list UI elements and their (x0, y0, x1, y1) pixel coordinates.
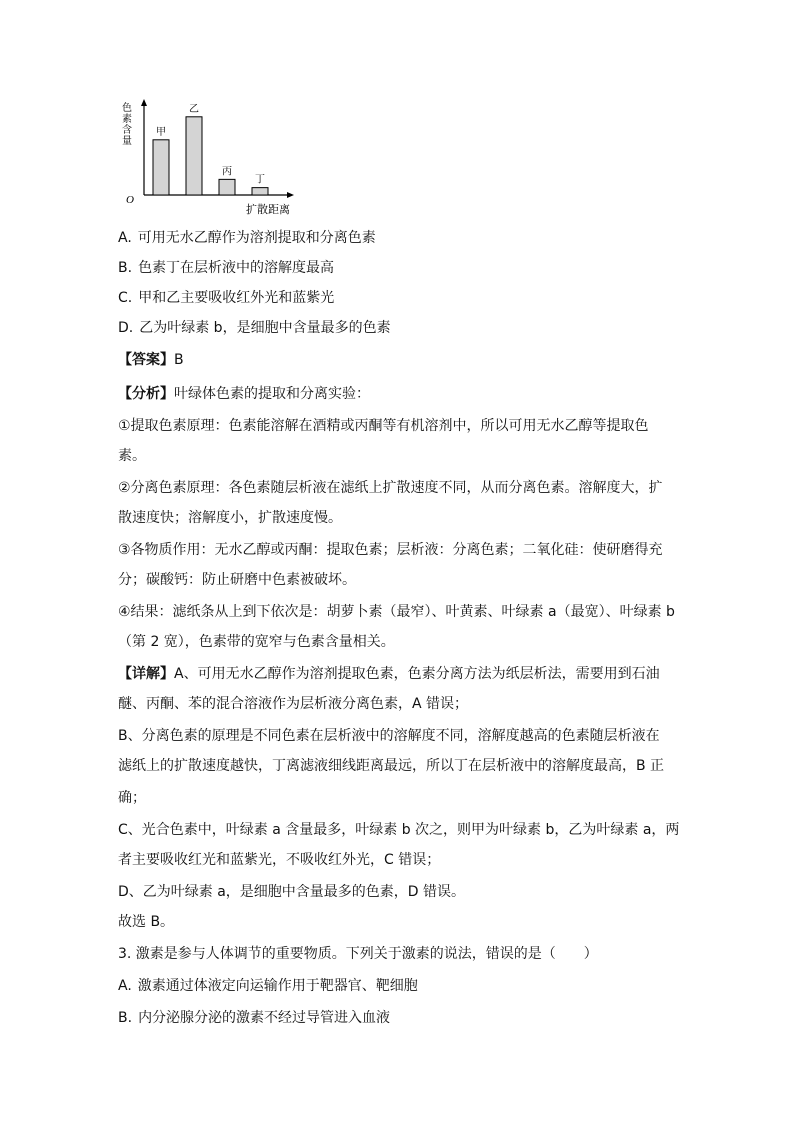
bar-2 (186, 117, 202, 195)
bars-group (153, 103, 268, 195)
detail-line: 故选 B。 (118, 914, 175, 930)
bar-1 (153, 140, 169, 195)
bar-label: 丁 (255, 174, 265, 186)
detail-line: 滤纸上的扩散速度越快，丁离滤液细线距离最远，所以丁在层析液中的溶解度最高，B 正 (118, 758, 665, 774)
analysis-line (118, 384, 370, 404)
option-text: 甲和乙主要吸收红外光和蓝紫光 (138, 290, 335, 306)
bar-label: 甲 (156, 126, 166, 138)
analysis-line: ④结果：滤纸条从上到下依次是：胡萝卜素（最窄）、叶黄素、叶绿素 a（最宽）、叶绿素 b (118, 604, 675, 620)
option-b (118, 258, 334, 278)
detail-line: C、光合色素中，叶绿素 a 含量最多，叶绿素 b 次之，则甲为叶绿素 b，乙为叶绿素 a，两 (118, 822, 680, 838)
y-axis-label (122, 101, 132, 147)
answer-label: 【答案】 (118, 352, 174, 368)
option-text: 内分泌腺分泌的激素不经过导管进入血液 (138, 1010, 391, 1026)
x-axis-label: 扩散距离 (246, 203, 290, 216)
option-text: 激素通过体液定向运输作用于靶器官、靶细胞 (137, 978, 418, 994)
analysis-line: 散速度快；溶解度小，扩散速度慢。 (118, 510, 342, 526)
analysis-label: 【分析】 (118, 386, 174, 402)
option-c (118, 288, 334, 308)
option-letter: C. (118, 290, 133, 306)
question-3-option-b (118, 1008, 390, 1028)
detail-line: D、乙为叶绿素 a，是细胞中含量最多的色素，D 错误。 (118, 884, 466, 900)
y-axis-label-char: 素 (122, 114, 132, 125)
question-3-stem: 3. 激素是参与人体调节的重要物质。下列关于激素的说法，错误的是（ ） (118, 946, 598, 962)
bar-4 (252, 188, 268, 195)
answer-line (118, 350, 184, 370)
analysis-line: 分；碳酸钙：防止研磨中色素被破坏。 (118, 572, 356, 588)
y-axis-arrow (141, 99, 147, 106)
detail-line: B、分离色素的原理是不同色素在层析液中的溶解度不同，溶解度越高的色素随层析液在 (118, 728, 660, 744)
option-letter: D. (118, 320, 134, 336)
analysis-line: ①提取色素原理：色素能溶解在酒精或丙酮等有机溶剂中，所以可用无水乙醇等提取色 (118, 418, 649, 434)
detail-label: 【详解】 (118, 666, 174, 682)
detail-line: 确； (118, 790, 146, 806)
question-3-option-a (118, 976, 418, 996)
detail-line (118, 664, 660, 684)
option-letter: A. (118, 230, 132, 246)
option-a (118, 228, 376, 248)
option-letter: A. (118, 978, 132, 994)
option-text: 乙为叶绿素 b，是细胞中含量最多的色素 (139, 320, 391, 336)
y-axis-label-char: 量 (122, 136, 132, 147)
analysis-line: （第 2 宽），色素带的宽窄与色素含量相关。 (118, 634, 395, 650)
bar-label: 乙 (189, 103, 199, 115)
option-letter: B. (118, 1010, 133, 1026)
origin-label: O (126, 194, 134, 206)
x-axis-arrow (287, 192, 294, 198)
bar-3 (219, 179, 235, 195)
detail-text: A、可用无水乙醇作为溶剂提取色素，色素分离方法为纸层析法，需要用到石油 (174, 666, 660, 682)
pigment-bar-figure (110, 95, 310, 220)
option-letter: B. (118, 260, 133, 276)
analysis-line: ③各物质作用：无水乙醇或丙酮：提取色素；层析液：分离色素；二氧化硅：使研磨得充 (118, 542, 663, 558)
detail-line: 者主要吸收红光和蓝紫光，不吸收红外光，C 错误； (118, 852, 441, 868)
bar-label: 丙 (222, 166, 232, 178)
option-text: 色素丁在层析液中的溶解度最高 (138, 260, 335, 276)
option-d (118, 318, 391, 338)
detail-line: 醚、丙酮、苯的混合溶液作为层析液分离色素，A 错误； (118, 696, 469, 712)
y-axis-label-char: 色 (122, 103, 132, 114)
analysis-text: 叶绿体色素的提取和分离实验： (174, 386, 370, 402)
option-text: 可用无水乙醇作为溶剂提取和分离色素 (137, 230, 376, 246)
answer-value: B (174, 352, 184, 368)
pigment-bar-chart (110, 95, 310, 220)
analysis-line: ②分离色素原理：各色素随层析液在滤纸上扩散速度不同，从而分离色素。溶解度大，扩 (118, 480, 663, 496)
analysis-line: 素。 (118, 448, 146, 464)
y-axis-label-char: 含 (122, 125, 132, 136)
